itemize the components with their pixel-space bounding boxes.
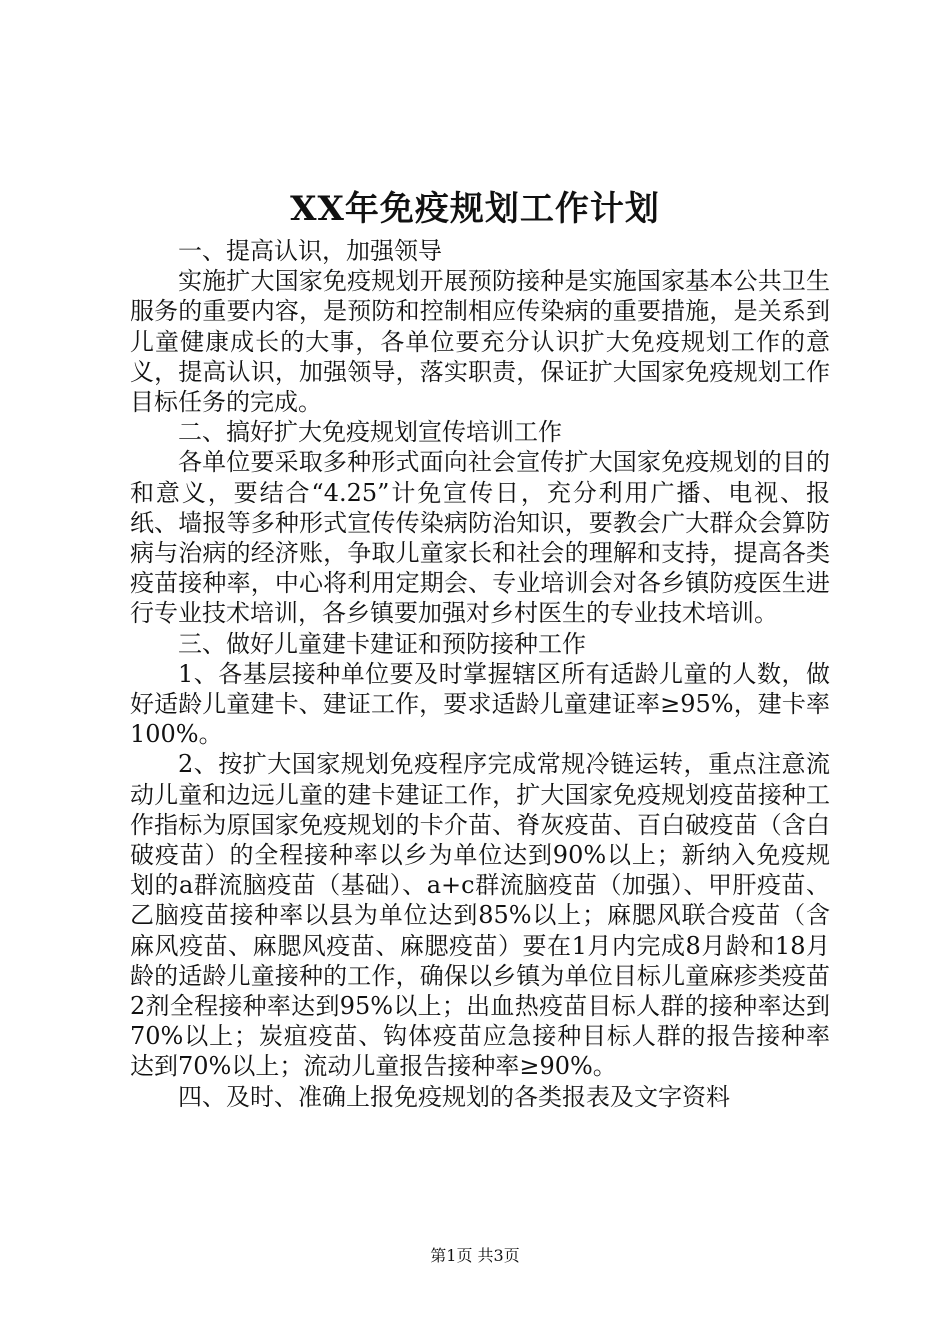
- paragraph-2: 各单位要采取多种形式面向社会宣传扩大国家免疫规划的目的和意义，要结合“4.25”计免宣传日，充分利用广播、电视、报纸、墙报等多种形式宣传传染病防治知识，要教会广大群众会算防病与治病的经济账，争取儿童家长和社会的理解和支持，提高各类疫苗接种率，中心将利用定期会、专业培训会对各乡镇防疫医生进行专业技术培训，各乡镇要加强对乡村医生的专业技术培训。: [130, 448, 830, 628]
- page-number-footer: 第1页 共3页: [430, 1246, 520, 1265]
- section-heading-3: 三、做好儿童建卡建证和预防接种工作: [178, 629, 586, 658]
- document-body: [130, 236, 830, 1112]
- section-heading-1: 一、提高认识，加强领导: [178, 237, 442, 265]
- paragraph-3-1: 1、各基层接种单位要及时掌握辖区所有适龄儿童的人数，做好适龄儿童建卡、建证工作，要求适龄儿童建证率≥95%，建卡率100%。: [130, 659, 830, 749]
- section-heading-2: 二、搞好扩大免疫规划宣传培训工作: [178, 418, 562, 447]
- document-title: XX年免疫规划工作计划: [290, 189, 660, 229]
- section-heading-4: 四、及时、准确上报免疫规划的各类报表及文字资料: [178, 1082, 730, 1111]
- paragraph-3-2: 2、按扩大国家规划免疫程序完成常规冷链运转，重点注意流动儿童和边远儿童的建卡建证工作，扩大国家免疫规划疫苗接种工作指标为原国家免疫规划的卡介苗、脊灰疫苗、百白破疫苗（含白破疫苗）的全程接种率以乡为单位达到90%以上；新纳入免疫规划的a群流脑疫苗（基础）、a+c群流脑疫苗（加强）、甲肝疫苗、乙脑疫苗接种率以县为单位达到85%以上；麻腮风联合疫苗（含麻风疫苗、麻腮风疫苗、麻腮疫苗）要在1月内完成8月龄和18月龄的适龄儿童接种的工作，确保以乡镇为单位目标儿童麻疹类疫苗2剂全程接种率达到95%以上；出血热疫苗目标人群的接种率达到70%以上；炭疽疫苗、钩体疫苗应急接种目标人群的报告接种率达到70%以上；流动儿童报告接种率≥90%。: [130, 750, 830, 1081]
- paragraph-1: 实施扩大国家免疫规划开展预防接种是实施国家基本公共卫生服务的重要内容，是预防和控制相应传染病的重要措施，是关系到儿童健康成长的大事，各单位要充分认识扩大免疫规划工作的意义，提高认识，加强领导，落实职责，保证扩大国家免疫规划工作目标任务的完成。: [130, 267, 830, 417]
